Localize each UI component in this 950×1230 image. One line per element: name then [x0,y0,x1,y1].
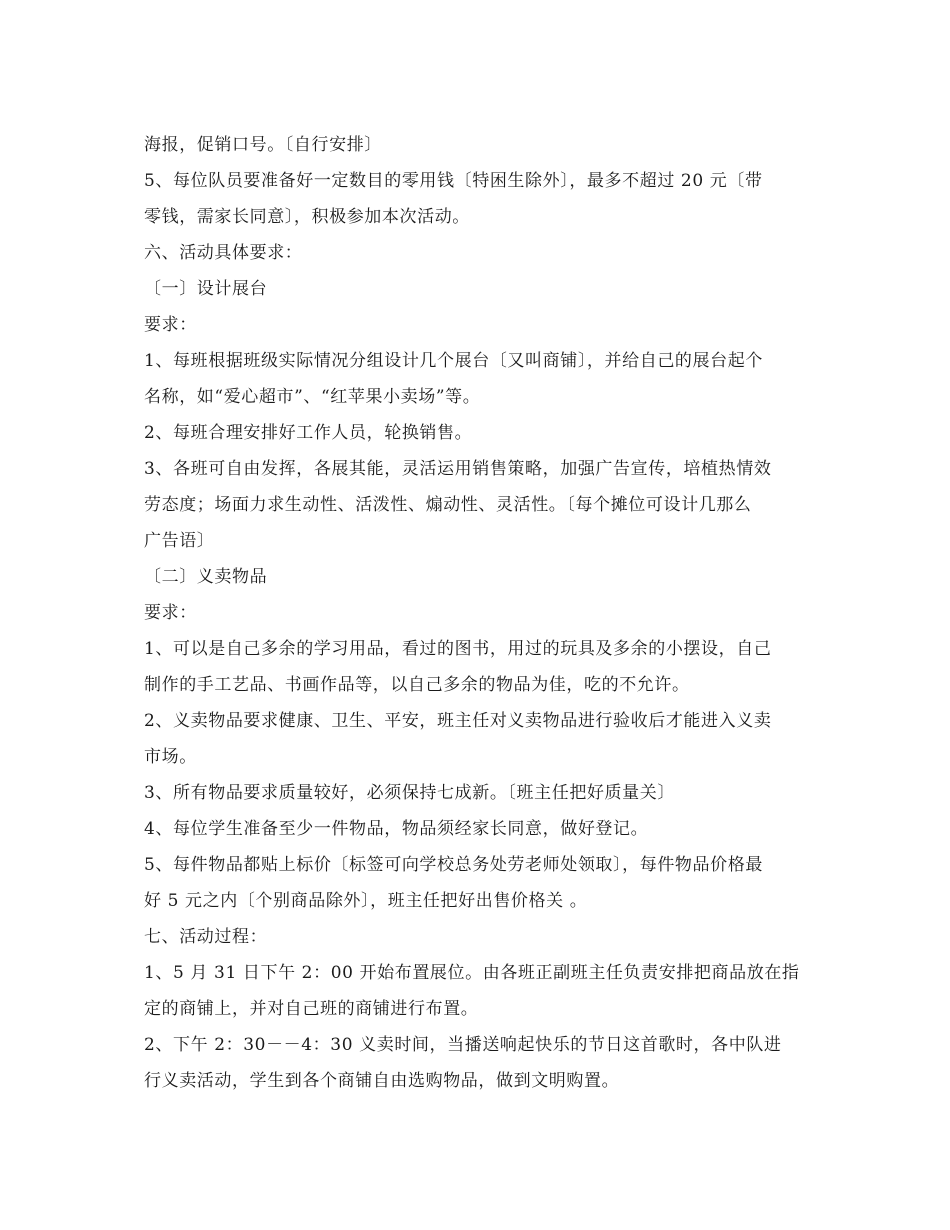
text-line: 零钱，需家长同意〕，积极参加本次活动。 [144,207,470,227]
text-line: 市场。 [144,747,197,767]
text-line: 1、可以是自己多余的学习用品，看过的图书，用过的玩具及多余的小摆设，自己 [144,639,772,659]
text-line: 要求： [144,603,197,623]
text-line: 1、5 月 31 日下午 2：00 开始布置展位。由各班正副班主任负责安排把商品放在指 [144,963,800,983]
text-line: 2、下午 2：30－－4：30 义卖时间，当播送响起快乐的节日这首歌时，各中队进 [144,1035,782,1055]
text-line: 名称，如“爱心超市”、“红苹果小卖场”等。 [144,387,481,407]
text-line: 行义卖活动，学生到各个商铺自由选购物品，做到文明购置。 [144,1071,620,1091]
text-line: 2、每班合理安排好工作人员，轮换销售。 [144,423,473,443]
text-line: 广告语〕 [144,531,215,551]
text-line: 制作的手工艺品、书画作品等，以自己多余的物品为佳，吃的不允许。 [144,675,690,695]
text-line: 4、每位学生准备至少一件物品，物品须经家长同意，做好登记。 [144,819,649,839]
subsection-heading: 〔一〕设计展台 [144,279,268,299]
text-line: 劳态度；场面力求生动性、活泼性、煽动性、灵活性。〔每个摊位可设计几那么 [144,495,752,515]
section-heading: 六、活动具体要求： [144,243,303,263]
text-line: 5、每件物品都贴上标价〔标签可向学校总务处劳老师处领取〕，每件物品价格最 [144,855,763,875]
text-line: 5、每位队员要准备好一定数目的零用钱〔特困生除外〕，最多不超过 20 元〔带 [144,171,763,191]
subsection-heading: 〔二〕义卖物品 [144,567,268,587]
text-line: 要求： [144,315,197,335]
text-line: 2、义卖物品要求健康、卫生、平安，班主任对义卖物品进行验收后才能进入义卖 [144,711,772,731]
section-heading: 七、活动过程： [144,927,268,947]
text-line: 3、所有物品要求质量较好，必须保持七成新。〔班主任把好质量关〕 [144,783,675,803]
text-line: 1、每班根据班级实际情况分组设计几个展台〔又叫商铺〕，并给自己的展台起个 [144,351,763,371]
text-line: 好 5 元之内〔个别商品除外〕，班主任把好出售价格关 。 [144,891,588,911]
text-line: 3、各班可自由发挥，各展其能，灵活运用销售策略，加强广告宣传，培植热情效 [144,459,772,479]
document-body [144,127,809,1099]
text-line: 海报，促销口号。〔自行安排〕 [144,135,382,155]
text-line: 定的商铺上，并对自己班的商铺进行布置。 [144,999,479,1019]
